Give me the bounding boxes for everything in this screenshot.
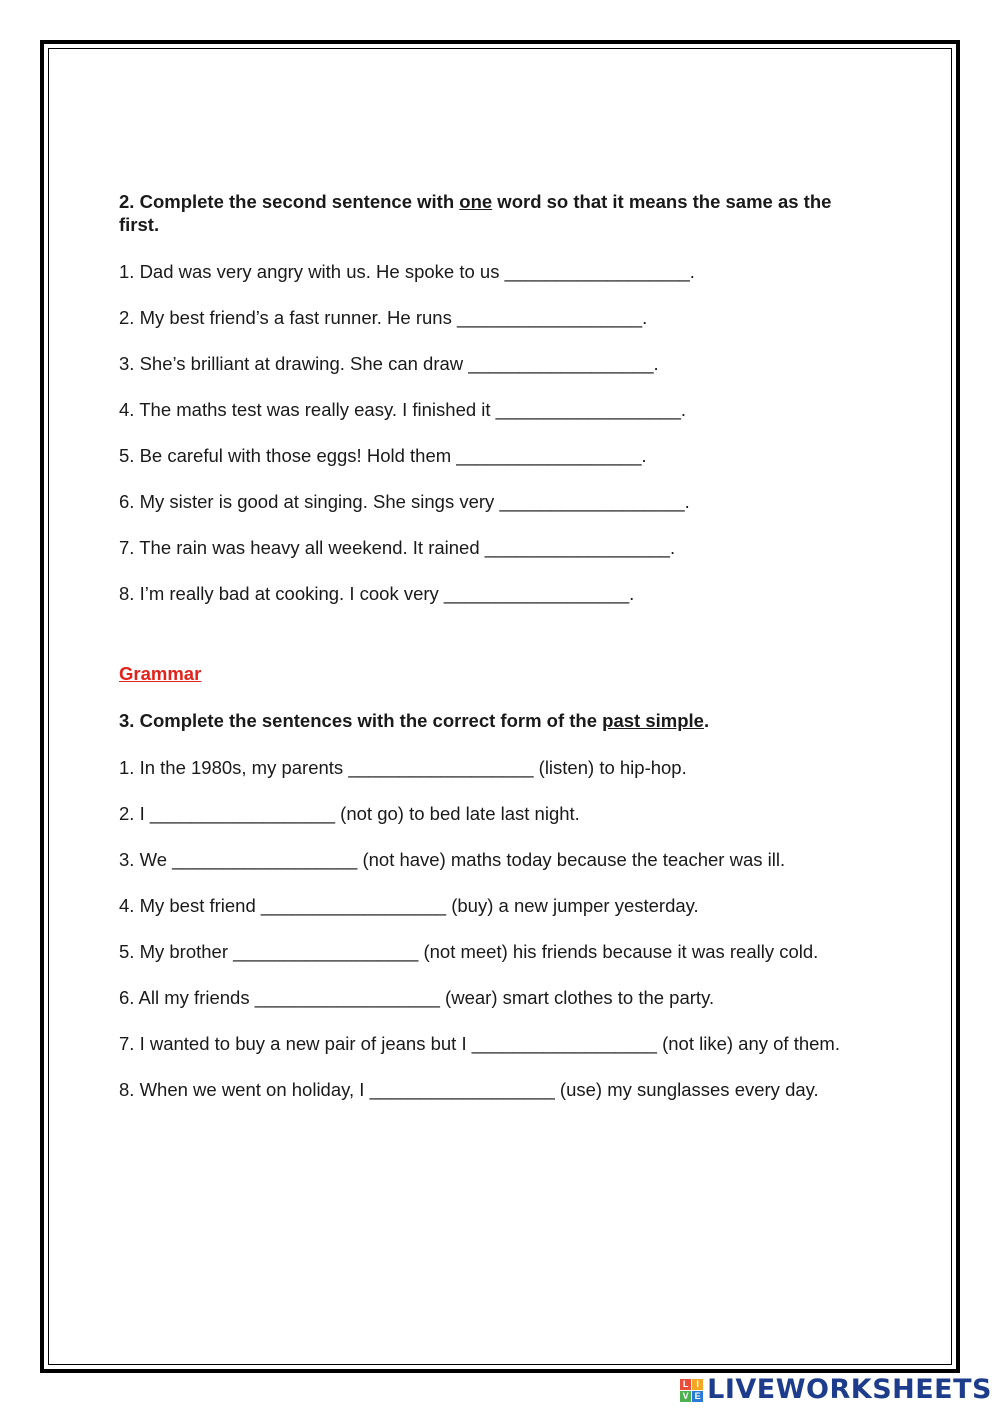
logo-mark-letter: V (680, 1391, 691, 1402)
exercise-3-list (119, 756, 869, 1101)
exercise-2-instruction: 2. Complete the second sentence with one word so that it means the same as the first. (119, 191, 832, 235)
exercise-3-item-4[interactable]: 4. My best friend __________________ (buy) a new jumper yesterday. (119, 895, 699, 916)
exercise-3-item-6[interactable]: 6. All my friends __________________ (wear) smart clothes to the party. (119, 987, 715, 1008)
exercise-3-item-3[interactable]: 3. We __________________ (not have) maths today because the teacher was ill. (119, 849, 786, 870)
logo-mark-letter: L (680, 1379, 691, 1390)
liveworksheets-logo-icon (680, 1379, 703, 1402)
exercise-2-item-8[interactable]: 8. I’m really bad at cooking. I cook very __________________. (119, 583, 635, 604)
exercise-2-item-7[interactable]: 7. The rain was heavy all weekend. It rained __________________. (119, 537, 676, 558)
exercise-3-instruction: 3. Complete the sentences with the correct form of the past simple. (119, 710, 710, 731)
worksheet-content (119, 190, 869, 1124)
exercise-3-item-7[interactable]: 7. I wanted to buy a new pair of jeans but I __________________ (not like) any of them. (119, 1033, 840, 1054)
exercise-2-item-6[interactable]: 6. My sister is good at singing. She sings very __________________. (119, 491, 690, 512)
exercise-2-item-2[interactable]: 2. My best friend’s a fast runner. He runs __________________. (119, 307, 648, 328)
exercise-2-item-5[interactable]: 5. Be careful with those eggs! Hold them __________________. (119, 445, 647, 466)
exercise-2-item-4[interactable]: 4. The maths test was really easy. I finished it __________________. (119, 399, 687, 420)
exercise-2-item-1[interactable]: 1. Dad was very angry with us. He spoke to us __________________. (119, 261, 695, 282)
exercise-3-item-5[interactable]: 5. My brother __________________ (not meet) his friends because it was really cold. (119, 941, 819, 962)
exercise-3-item-2[interactable]: 2. I __________________ (not go) to bed late last night. (119, 803, 580, 824)
exercise-2-item-3[interactable]: 3. She’s brilliant at drawing. She can draw __________________. (119, 353, 659, 374)
liveworksheets-logo-text: LIVEWORKSHEETS (707, 1374, 992, 1405)
exercise-3-item-1[interactable]: 1. In the 1980s, my parents __________________ (listen) to hip-hop. (119, 757, 687, 778)
exercise-2-list (119, 260, 869, 605)
logo-mark-letter: I (692, 1379, 703, 1390)
liveworksheets-logo[interactable] (680, 1375, 992, 1405)
exercise-3-item-8[interactable]: 8. When we went on holiday, I __________________ (use) my sunglasses every day. (119, 1079, 819, 1100)
logo-mark-letter: E (692, 1391, 703, 1402)
grammar-section-title: Grammar (119, 663, 202, 684)
